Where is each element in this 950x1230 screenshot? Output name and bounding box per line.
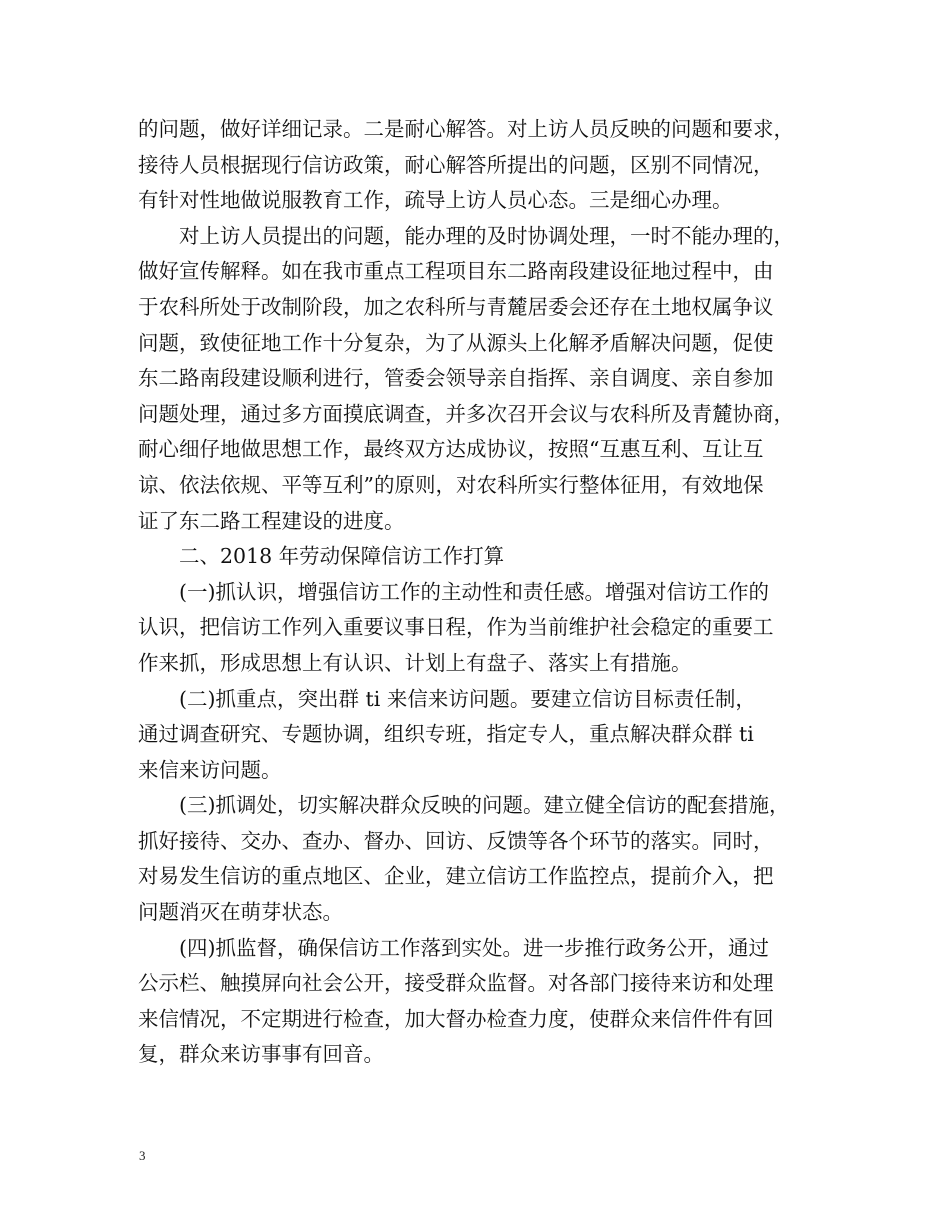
text-line: 对上访人员提出的问题，能办理的及时协调处理，一时不能办理的， (179, 223, 794, 248)
text-line: 认识，把信访工作列入重要议事日程，作为当前维护社会稳定的重要工 (138, 615, 774, 640)
text-line: 复，群众来访事事有回音。 (138, 1042, 384, 1067)
text-line: 问题消灭在萌芽状态。 (138, 900, 343, 925)
text-line: 抓好接待、交办、查办、督办、回访、反馈等各个环节的落实。同时， (138, 828, 774, 853)
text-line: 对易发生信访的重点地区、企业，建立信访工作监控点，提前介入，把 (138, 864, 774, 889)
text-line: 作来抓，形成思想上有认识、计划上有盘子、落实上有措施。 (138, 650, 692, 675)
text-line: 做好宣传解释。如在我市重点工程项目东二路南段建设征地过程中，由 (138, 259, 774, 284)
text-line: 谅、依法依规、平等互利”的原则，对农科所实行整体征用，有效地保 (138, 472, 764, 497)
text-line: 耐心细仔地做思想工作，最终双方达成协议，按照“互惠互利、互让互 (138, 437, 764, 462)
text-line: 二、2018 年劳动保障信访工作打算 (179, 544, 505, 569)
text-line: 问题，致使征地工作十分复杂，为了从源头上化解矛盾解决问题，促使 (138, 330, 774, 355)
text-line: 东二路南段建设顺利进行，管委会领导亲自指挥、亲自调度、亲自参加 (138, 366, 774, 391)
paragraph (138, 219, 812, 539)
text-line: 公示栏、触摸屏向社会公开，接受群众监督。对各部门接待来访和处理 (138, 971, 774, 996)
paragraph (138, 682, 812, 789)
text-line: 有针对性地做说服教育工作，疏导上访人员心态。三是细心办理。 (138, 188, 733, 213)
text-line: 证了东二路工程建设的进度。 (138, 508, 405, 533)
text-line: 通过调查研究、专题协调，组织专班，指定专人，重点解决群众群 ti (138, 722, 754, 747)
text-line: 来信情况，不定期进行检查，加大督办检查力度，使群众来信件件有回 (138, 1006, 774, 1031)
paragraph (138, 788, 812, 930)
text-line: (一)抓认识，增强信访工作的主动性和责任感。增强对信访工作的 (179, 579, 769, 604)
paragraph (138, 575, 812, 682)
text-line: 接待人员根据现行信访政策，耐心解答所提出的问题，区别不同情况， (138, 152, 774, 177)
text-line: (四)抓监督，确保信访工作落到实处。进一步推行政务公开，通过 (179, 935, 769, 960)
paragraph (138, 539, 812, 575)
text-line: 的问题，做好详细记录。二是耐心解答。对上访人员反映的问题和要求， (138, 117, 794, 141)
text-line: 问题处理，通过多方面摸底调查，并多次召开会议与农科所及青麓协商， (138, 401, 794, 426)
page-number: 3 (139, 1148, 146, 1163)
text-line: 来信来访问题。 (138, 757, 282, 782)
text-line: 于农科所处于改制阶段，加之农科所与青麓居委会还存在土地权属争议 (138, 294, 774, 319)
paragraph (138, 112, 812, 219)
paragraph (138, 931, 812, 1073)
document-body (138, 112, 812, 1073)
text-line: (二)抓重点，突出群 ti 来信来访问题。要建立信访目标责任制， (179, 686, 756, 711)
text-line: (三)抓调处，切实解决群众反映的问题。建立健全信访的配套措施， (179, 793, 790, 818)
